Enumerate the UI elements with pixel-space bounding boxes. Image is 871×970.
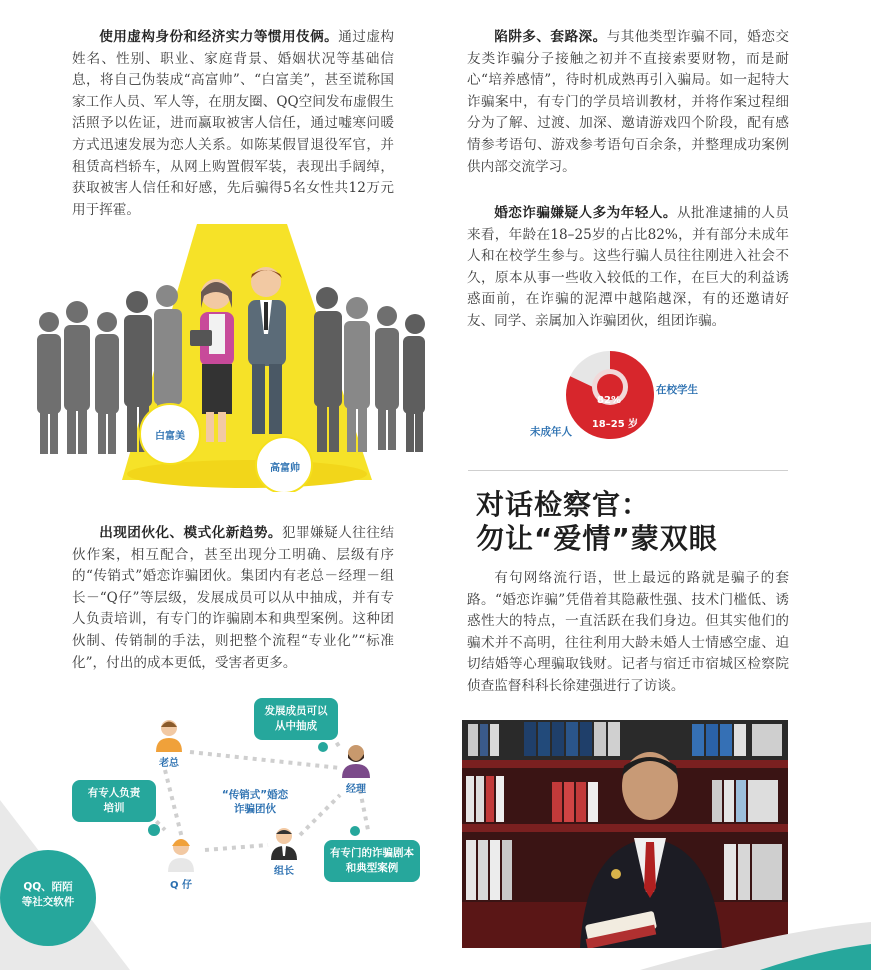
annotation-students: 在校学生 xyxy=(656,384,698,396)
paragraph-body: 有句网络流行语，世上最远的路就是骗子的套路。“婚恋诈骗”凭借着其隐蔽性强、技术门槛低、诱惑性大的特点，一直活跃在我们身边。但其实他们的骗术并不高明，往往利用大龄未婚人士情感空虚、迫切结婚等心理骗取钱财。记者与宿迁市宿城区检察院侦查监督科科长徐建强进行了访谈。 xyxy=(467,570,789,694)
paragraph-lead: 使用虚构身份和经济实力等惯用伎俩。 xyxy=(99,29,339,45)
interview-title xyxy=(476,488,718,556)
boss-avatar-icon xyxy=(154,718,184,752)
manager-avatar-icon xyxy=(340,742,372,778)
paragraph-fake-identity xyxy=(72,27,394,221)
pie-segment-label: 18–25 岁 xyxy=(591,419,639,430)
paragraph-young-suspects xyxy=(467,203,789,333)
paragraph-lead: 婚恋诈骗嫌疑人多为年轻人。 xyxy=(494,205,677,221)
node-boss: 老总 xyxy=(159,758,179,769)
crowd-figures xyxy=(22,222,442,492)
bubble-tail-dot xyxy=(148,824,160,836)
node-q-boy: Q 仔 xyxy=(170,880,192,891)
leader-avatar-icon xyxy=(269,826,299,860)
interview-title-line1: 对话检察官： xyxy=(476,488,651,521)
paragraph-body: 犯罪嫌疑人往往结伙作案，相互配合，甚至出现分工明确、层级有序的“传销式”婚恋诈骗团伙。集团内有老总－经理－组长－“Q仔”等层级，发展成员可以从中抽成，并有专人负责培训，有专门的诈骗剧本和典型案例。这种团伙制、传销制的手法，则把整个流程“专业化”“标准化”，付出的成本更低，受害者更多。 xyxy=(72,525,395,671)
bubble-training: 有专人负责 培训 xyxy=(72,780,156,822)
paragraph-traps xyxy=(467,27,789,178)
social-software-label: QQ、陌陌 等社交软件 xyxy=(21,881,75,908)
bubble-tail-dot xyxy=(350,826,360,836)
pie-center-label: 82% xyxy=(597,395,621,406)
paragraph-interview-intro xyxy=(467,568,789,698)
label-rich-handsome: 高富帅 xyxy=(270,463,300,474)
social-software-badge xyxy=(0,850,96,946)
age-pie-chart xyxy=(520,350,720,450)
node-leader: 组长 xyxy=(274,866,294,877)
paragraph-body: 通过虚构姓名、性别、职业、家庭背景、婚姻状况等基础信息，将自己伪装成“高富帅”、“白富美”，甚至谎称国家工作人员、军人等，在朋友圈、QQ空间发布虚假生活照予以佐证，进而赢取被害人信任，通过嘘寒问暖方式迅速发展为恋人关系。如陈某假冒退役军官，并租赁高档轿车，从网上购置假军装，表现出手阔绰，获取被害人信任和好感，先后骗得5名女性共12万元用于挥霍。 xyxy=(72,29,395,218)
bubble-scripts: 有专门的诈骗剧本 和典型案例 xyxy=(324,840,420,882)
node-manager: 经理 xyxy=(346,784,366,795)
interview-title-line2: 勿让“爱情”蒙双眼 xyxy=(476,522,718,555)
bubble-commission: 发展成员可以 从中抽成 xyxy=(254,698,338,740)
section-divider xyxy=(468,470,788,471)
label-rich-beauty: 白富美 xyxy=(155,431,185,442)
annotation-minors: 未成年人 xyxy=(530,426,572,438)
paragraph-lead: 出现团伙化、模式化新趋势。 xyxy=(99,525,282,541)
paragraph-body: 与其他类型诈骗不同，婚恋交友类诈骗分子接触之初并不直接索要财物，而是耐心“培养感情”，待时机成熟再引入骗局。如一起特大诈骗案中，有专门的学员培训教材，并将作案过程细分为了解、过渡、加深、邀请游戏四个阶段，配有感情参考语句、游戏参考语句百余条，并整理成功案例供内部交流学习。 xyxy=(467,29,790,175)
gang-center-label: “传销式”婚恋 诈骗团伙 xyxy=(221,789,289,815)
gang-hierarchy-diagram xyxy=(0,690,440,970)
prosecutor-photo xyxy=(462,720,788,948)
bubble-tail-dot xyxy=(318,742,328,752)
crowd-illustration xyxy=(22,222,442,492)
q-boy-avatar-icon xyxy=(166,836,196,872)
paragraph-body: 从批准逮捕的人员来看，年龄在18–25岁的占比82%，并有部分未成年人和在校学生参与。这些行骗人员往往刚进入社会不久，原本从事一些收入较低的工作，在巨大的利益诱惑面前，在诈骗的泥潭中越陷越深，有的还邀请好友、同学、亲属加入诈骗团伙，组团诈骗。 xyxy=(467,205,790,329)
bookshelf-photo-illustration xyxy=(462,720,788,948)
paragraph-gang-trend xyxy=(72,523,394,674)
paragraph-lead: 陷阱多、套路深。 xyxy=(494,29,607,45)
